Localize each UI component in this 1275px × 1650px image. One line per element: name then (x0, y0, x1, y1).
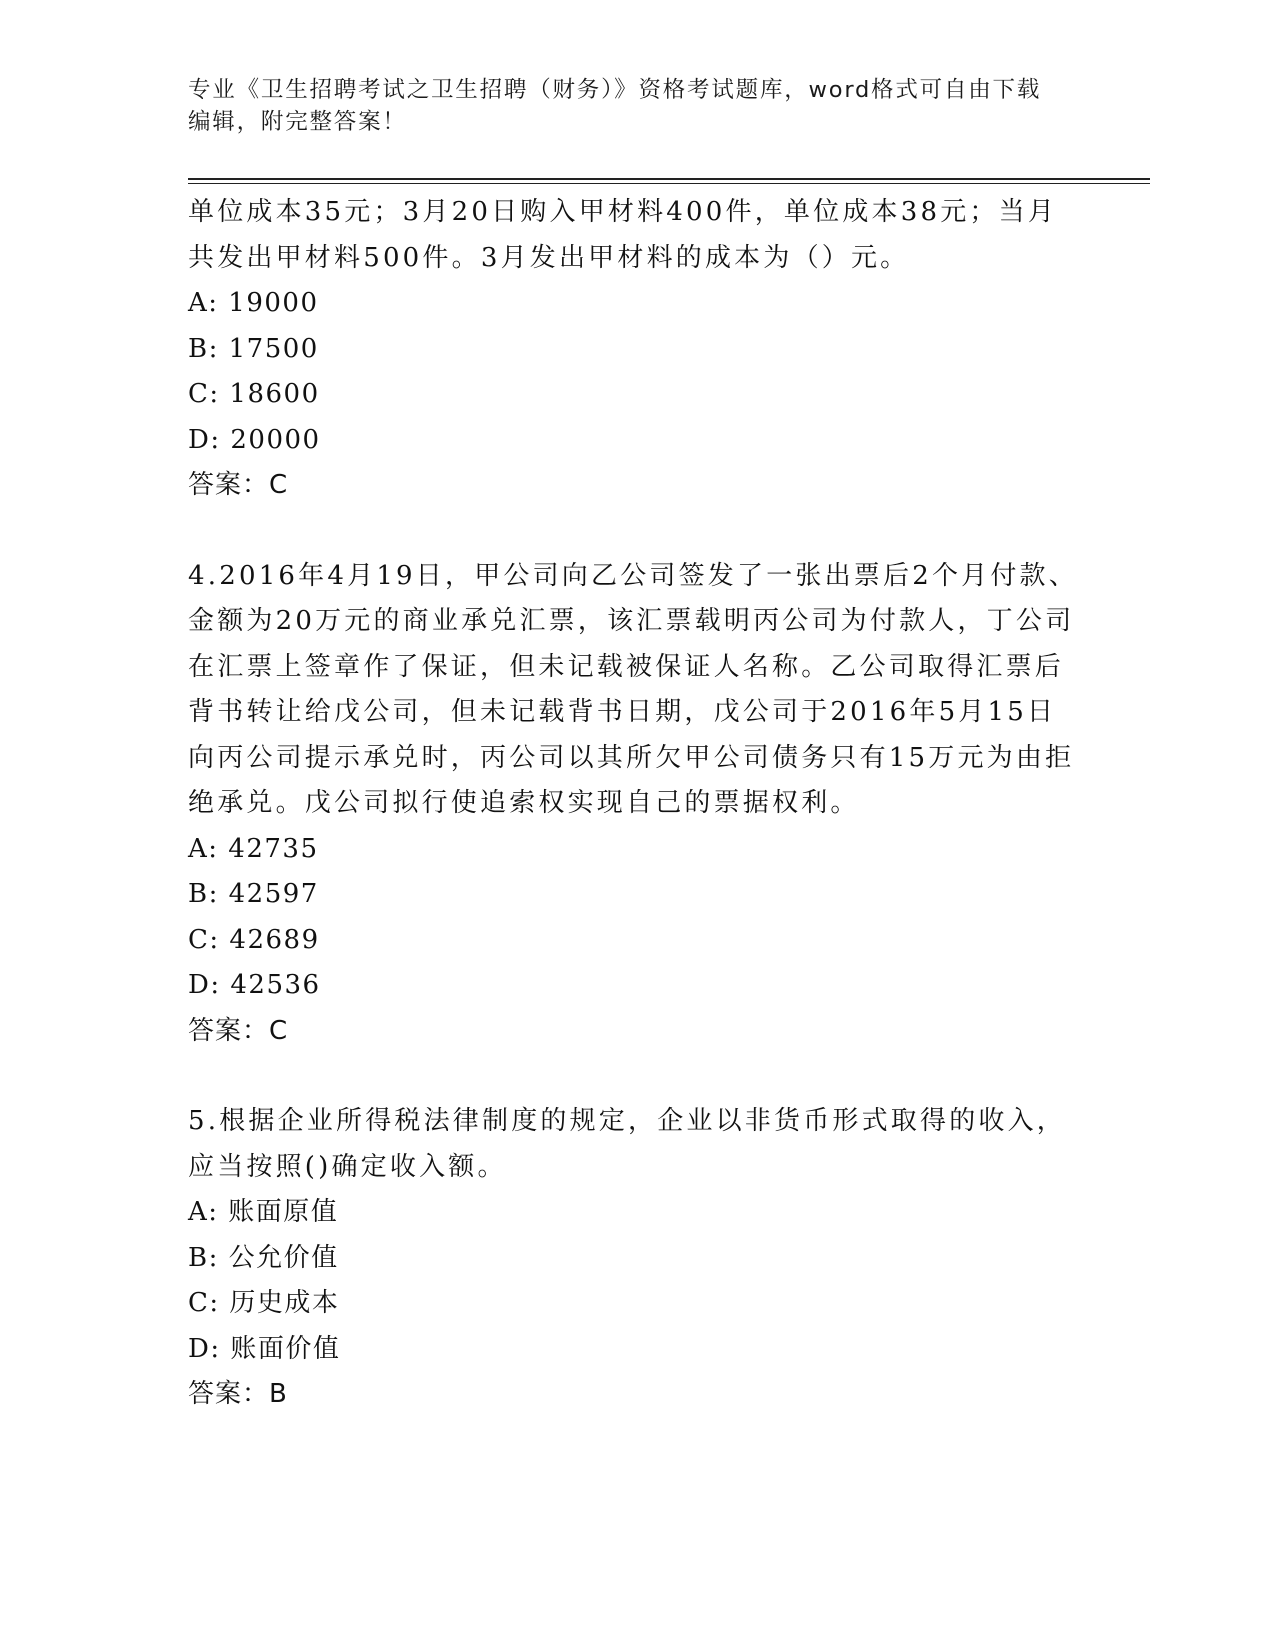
document-header (188, 74, 1088, 138)
header-divider-thick (188, 178, 1150, 180)
option-a: A: 19000 (188, 288, 319, 318)
header-divider-thin (188, 183, 1150, 184)
answer-line: 答案：C (188, 470, 289, 500)
question-spacer (188, 1054, 1088, 1099)
answer-line: 答案：B (188, 1379, 288, 1409)
option-a: A: 账面原值 (188, 1197, 339, 1227)
question-text-line: 5.根据企业所得税法律制度的规定，企业以非货币形式取得的收入， (188, 1106, 1067, 1136)
question-block (188, 554, 1088, 1055)
question-text-line: 共发出甲材料500件。3月发出甲材料的成本为（）元。 (188, 242, 910, 273)
header-line-1: 专业《卫生招聘考试之卫生招聘（财务）》资格考试题库，word格式可自由下载 (188, 77, 1042, 103)
option-d: D: 20000 (188, 424, 321, 455)
option-b: B: 42597 (188, 879, 319, 909)
option-d: D: 42536 (188, 970, 321, 1000)
question-text-line: 向丙公司提示承兑时，丙公司以其所欠甲公司债务只有15万元为由拒 (188, 742, 1075, 773)
question-text-line: 背书转让给戊公司，但未记载背书日期，戊公司于2016年5月15日 (188, 697, 1057, 727)
option-c: C: 42689 (188, 924, 320, 955)
option-a: A: 42735 (188, 833, 319, 864)
question-block (188, 1099, 1088, 1418)
question-text-line: 应当按照()确定收入额。 (188, 1151, 507, 1182)
question-text-line: 4.2016年4月19日，甲公司向乙公司签发了一张出票后2个月付款、 (188, 560, 1078, 591)
question-text-line: 单位成本35元；3月20日购入甲材料400件，单位成本38元；当月 (188, 197, 1058, 227)
question-text-line: 绝承兑。戊公司拟行使追索权实现自己的票据权利。 (188, 788, 860, 818)
option-d: D: 账面价值 (188, 1333, 341, 1364)
option-b: B: 17500 (188, 333, 319, 364)
header-line-2: 编辑，附完整答案！ (188, 109, 407, 135)
answer-line: 答案：C (188, 1015, 289, 1046)
question-list (188, 190, 1088, 1418)
question-block (188, 190, 1088, 509)
option-c: C: 历史成本 (188, 1288, 340, 1318)
question-text-line: 金额为20万元的商业承兑汇票，该汇票载明丙公司为付款人，丁公司 (188, 606, 1075, 636)
option-c: C: 18600 (188, 379, 320, 409)
question-spacer (188, 509, 1088, 554)
option-b: B: 公允价值 (188, 1242, 339, 1273)
question-text-line: 在汇票上签章作了保证，但未记载被保证人名称。乙公司取得汇票后 (188, 651, 1065, 682)
